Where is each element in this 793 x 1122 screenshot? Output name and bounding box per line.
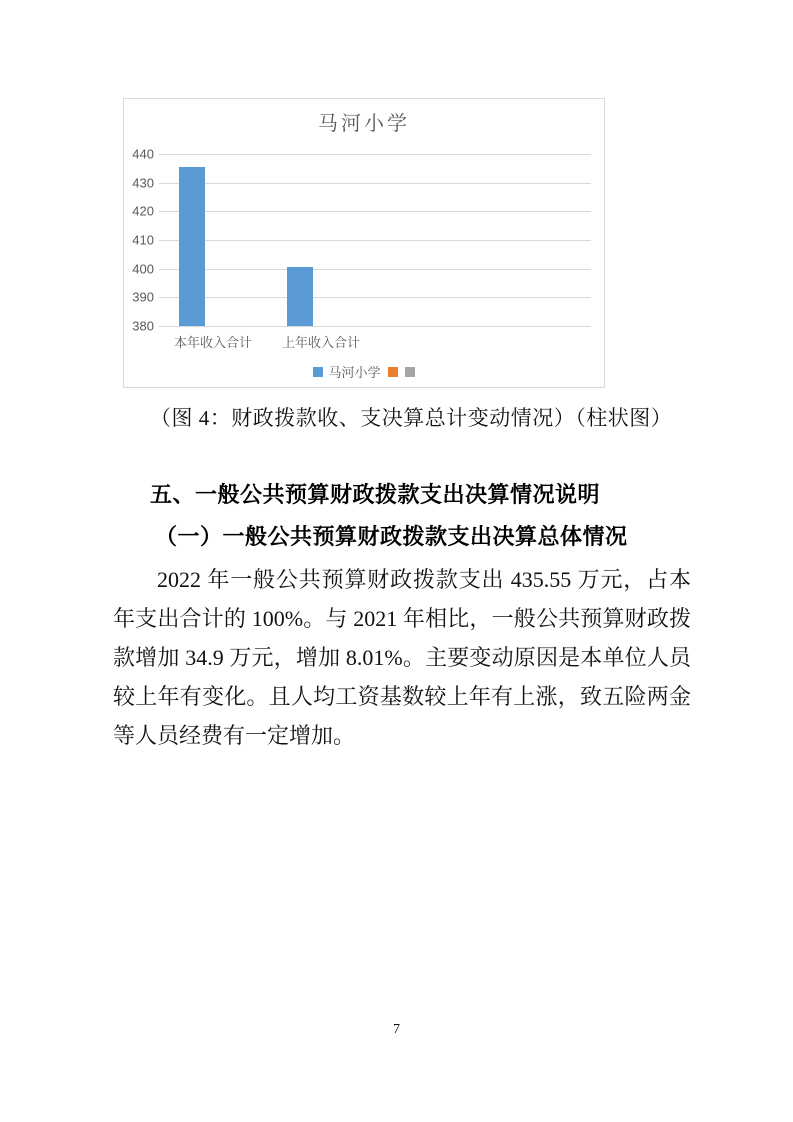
y-gridline	[159, 154, 591, 155]
legend-item	[405, 367, 415, 377]
chart-legend	[124, 362, 604, 381]
y-gridline	[159, 297, 591, 298]
y-gridline	[159, 240, 591, 241]
legend-label: 马河小学	[328, 365, 381, 380]
legend-item	[388, 367, 398, 377]
chart-title: 马河小学	[318, 113, 410, 135]
y-gridline	[159, 269, 591, 270]
bar-chart-figure	[123, 98, 605, 388]
y-axis-tick-label: 380	[132, 318, 154, 334]
y-gridline	[159, 183, 591, 184]
page-number: 7	[393, 1022, 400, 1037]
chart-bar	[287, 267, 313, 326]
legend-swatch	[405, 367, 415, 377]
y-axis-tick-label: 400	[132, 261, 154, 277]
legend-item	[313, 362, 380, 381]
body-paragraph: 2022 年一般公共预算财政拨款支出 435.55 万元，占本年支出合计的 100%。与 2021 年相比，一般公共预算财政拨款增加 34.9 万元，增加 8.01%。主要变动原因是本单位人员较上年有变化。且人均工资基数较上年有上涨，致五险两金等人员经费有一定增加。	[113, 567, 691, 748]
figure-caption: （图 4：财政拨款收、支决算总计变动情况）（柱状图）	[150, 406, 673, 430]
y-axis-tick-label: 430	[132, 175, 154, 191]
chart-plot-area	[124, 99, 604, 387]
subsection-heading: （一）一般公共预算财政拨款支出决算总体情况	[155, 524, 628, 549]
chart-bar	[179, 167, 205, 326]
y-gridline	[159, 326, 591, 327]
y-gridline	[159, 211, 591, 212]
legend-swatch	[388, 367, 398, 377]
y-axis-tick-label: 390	[132, 289, 154, 305]
y-axis-tick-label: 440	[132, 146, 154, 162]
x-axis-category-label: 本年收入合计	[173, 335, 252, 350]
y-axis-tick-label: 410	[132, 232, 154, 248]
section-heading: 五、一般公共预算财政拨款支出决算情况说明	[150, 482, 601, 507]
y-axis-tick-label: 420	[132, 203, 154, 219]
legend-swatch	[313, 367, 323, 377]
x-axis-category-label: 上年收入合计	[281, 335, 360, 350]
